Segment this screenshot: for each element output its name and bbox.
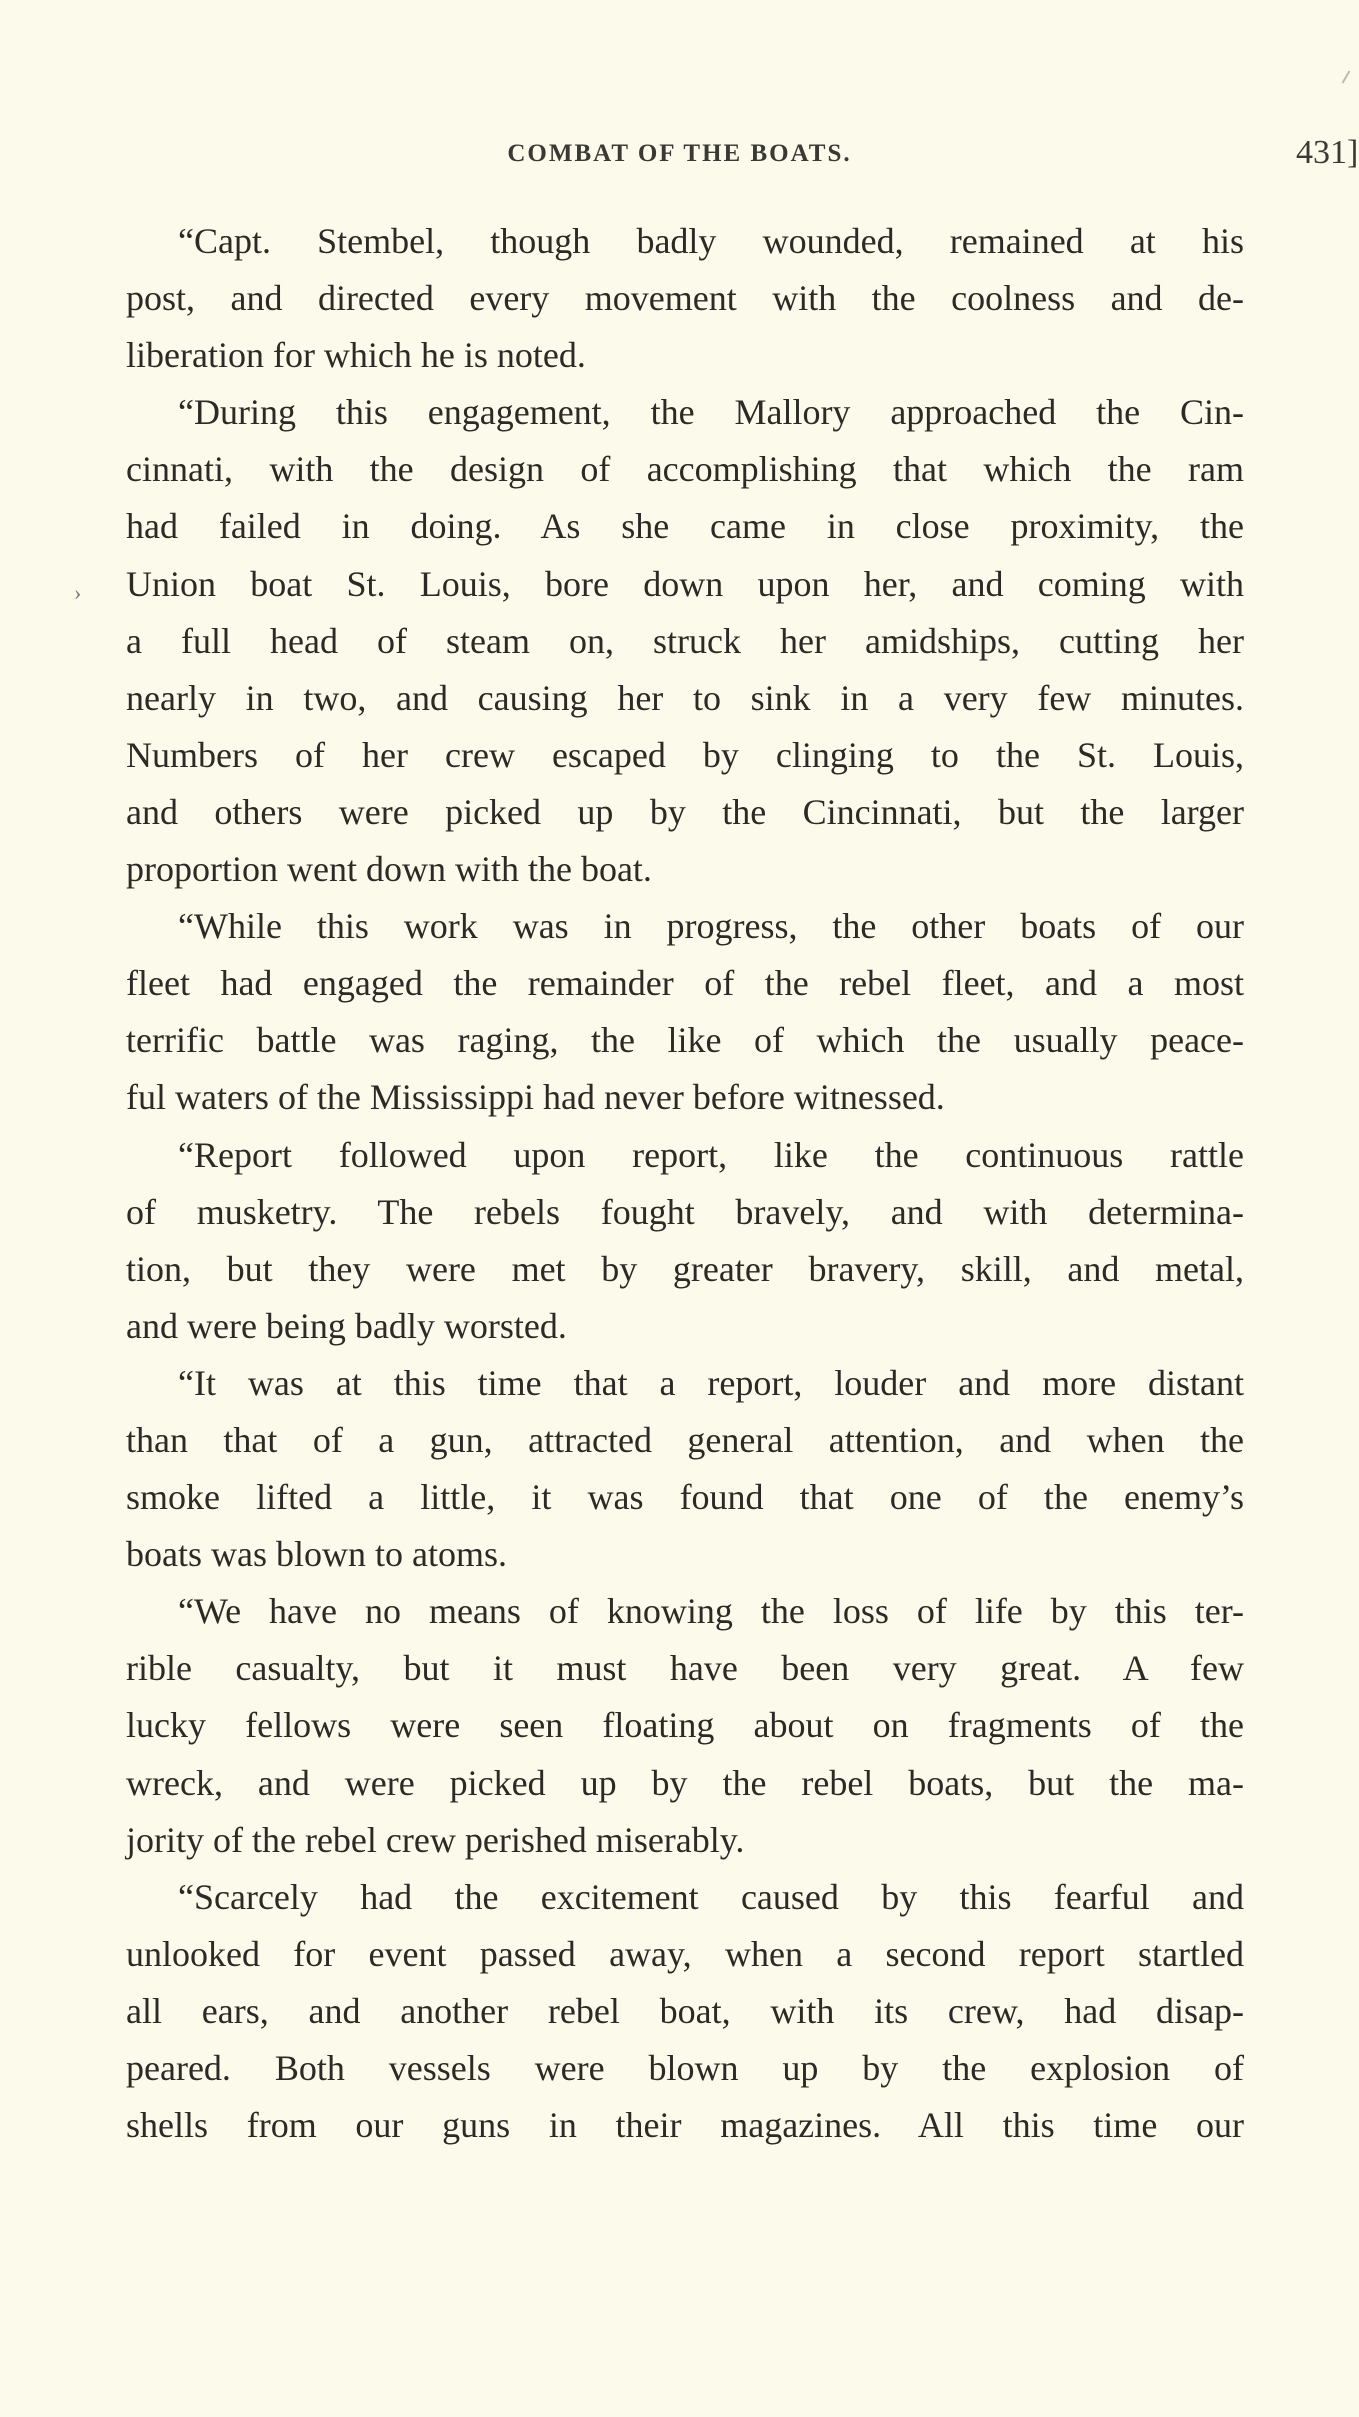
text-line: lucky fellows were seen floating about on fragments of the xyxy=(126,1705,1244,1746)
paragraph xyxy=(126,1355,1244,1583)
text-line: ful waters of the Mississippi had never before witnessed. xyxy=(126,1077,945,1118)
text-line: “We have no means of knowing the loss of life by this ter- xyxy=(178,1591,1244,1632)
text-line: unlooked for event passed away, when a second report startled xyxy=(126,1933,1244,1974)
text-line: fleet had engaged the remainder of the rebel fleet, and a most xyxy=(126,963,1244,1004)
corner-mark xyxy=(1342,70,1351,83)
text-line: than that of a gun, attracted general attention, and when the xyxy=(126,1419,1244,1460)
paragraph xyxy=(126,213,1244,384)
text-line: cinnati, with the design of accomplishing that which the ram xyxy=(126,449,1244,490)
text-line: Union boat St. Louis, bore down upon her, and coming with xyxy=(126,563,1244,604)
text-line: smoke lifted a little, it was found that one of the enemy’s xyxy=(126,1477,1244,1518)
text-line: all ears, and another rebel boat, with its crew, had disap- xyxy=(126,1990,1244,2031)
text-line: “It was at this time that a report, louder and more distant xyxy=(178,1362,1244,1403)
paragraph xyxy=(126,1869,1244,2154)
page-header xyxy=(0,134,1359,180)
text-line: tion, but they were met by greater bravery, skill, and metal, xyxy=(126,1248,1244,1289)
margin-mark: › xyxy=(74,580,82,605)
text-line: “Capt. Stembel, though badly wounded, remained at his xyxy=(178,221,1244,261)
text-line: wreck, and were picked up by the rebel boats, but the ma- xyxy=(126,1762,1244,1803)
text-line: boats was blown to atoms. xyxy=(126,1534,507,1575)
text-line: of musketry. The rebels fought bravely, and with determina- xyxy=(126,1191,1244,1232)
text-line: and were being badly worsted. xyxy=(126,1305,567,1346)
running-title: COMBAT OF THE BOATS. xyxy=(507,140,852,167)
text-line: “While this work was in progress, the other boats of our xyxy=(178,906,1244,947)
text-line: and others were picked up by the Cincinnati, but the larger xyxy=(126,791,1244,832)
text-line: Numbers of her crew escaped by clinging to the St. Louis, xyxy=(126,734,1244,775)
text-line: terrific battle was raging, the like of which the usually peace- xyxy=(126,1020,1244,1061)
text-line: peared. Both vessels were blown up by the explosion of xyxy=(126,2048,1244,2088)
text-line: “Report followed upon report, like the continuous rattle xyxy=(178,1134,1244,1175)
text-line: had failed in doing. As she came in close proximity, the xyxy=(126,506,1244,547)
text-line: a full head of steam on, struck her amidships, cutting her xyxy=(126,620,1244,661)
paragraph xyxy=(126,1127,1244,1355)
text-line: nearly in two, and causing her to sink in a very few minutes. xyxy=(126,677,1244,718)
body-text xyxy=(126,213,1244,2154)
paragraph xyxy=(126,384,1244,898)
text-line: liberation for which he is noted. xyxy=(126,335,586,376)
text-line: post, and directed every movement with the coolness and de- xyxy=(126,278,1244,319)
text-line: “During this engagement, the Mallory approached the Cin- xyxy=(178,392,1244,433)
text-line: shells from our guns in their magazines. All this time our xyxy=(126,2105,1244,2146)
text-line: rible casualty, but it must have been very great. A few xyxy=(126,1648,1244,1689)
page-number: 431] xyxy=(1296,134,1359,171)
paragraph xyxy=(126,898,1244,1126)
text-line: jority of the rebel crew perished miserably. xyxy=(126,1819,745,1860)
text-line: proportion went down with the boat. xyxy=(126,849,652,890)
paragraph xyxy=(126,1583,1244,1868)
text-line: “Scarcely had the excitement caused by this fearful and xyxy=(178,1876,1244,1917)
